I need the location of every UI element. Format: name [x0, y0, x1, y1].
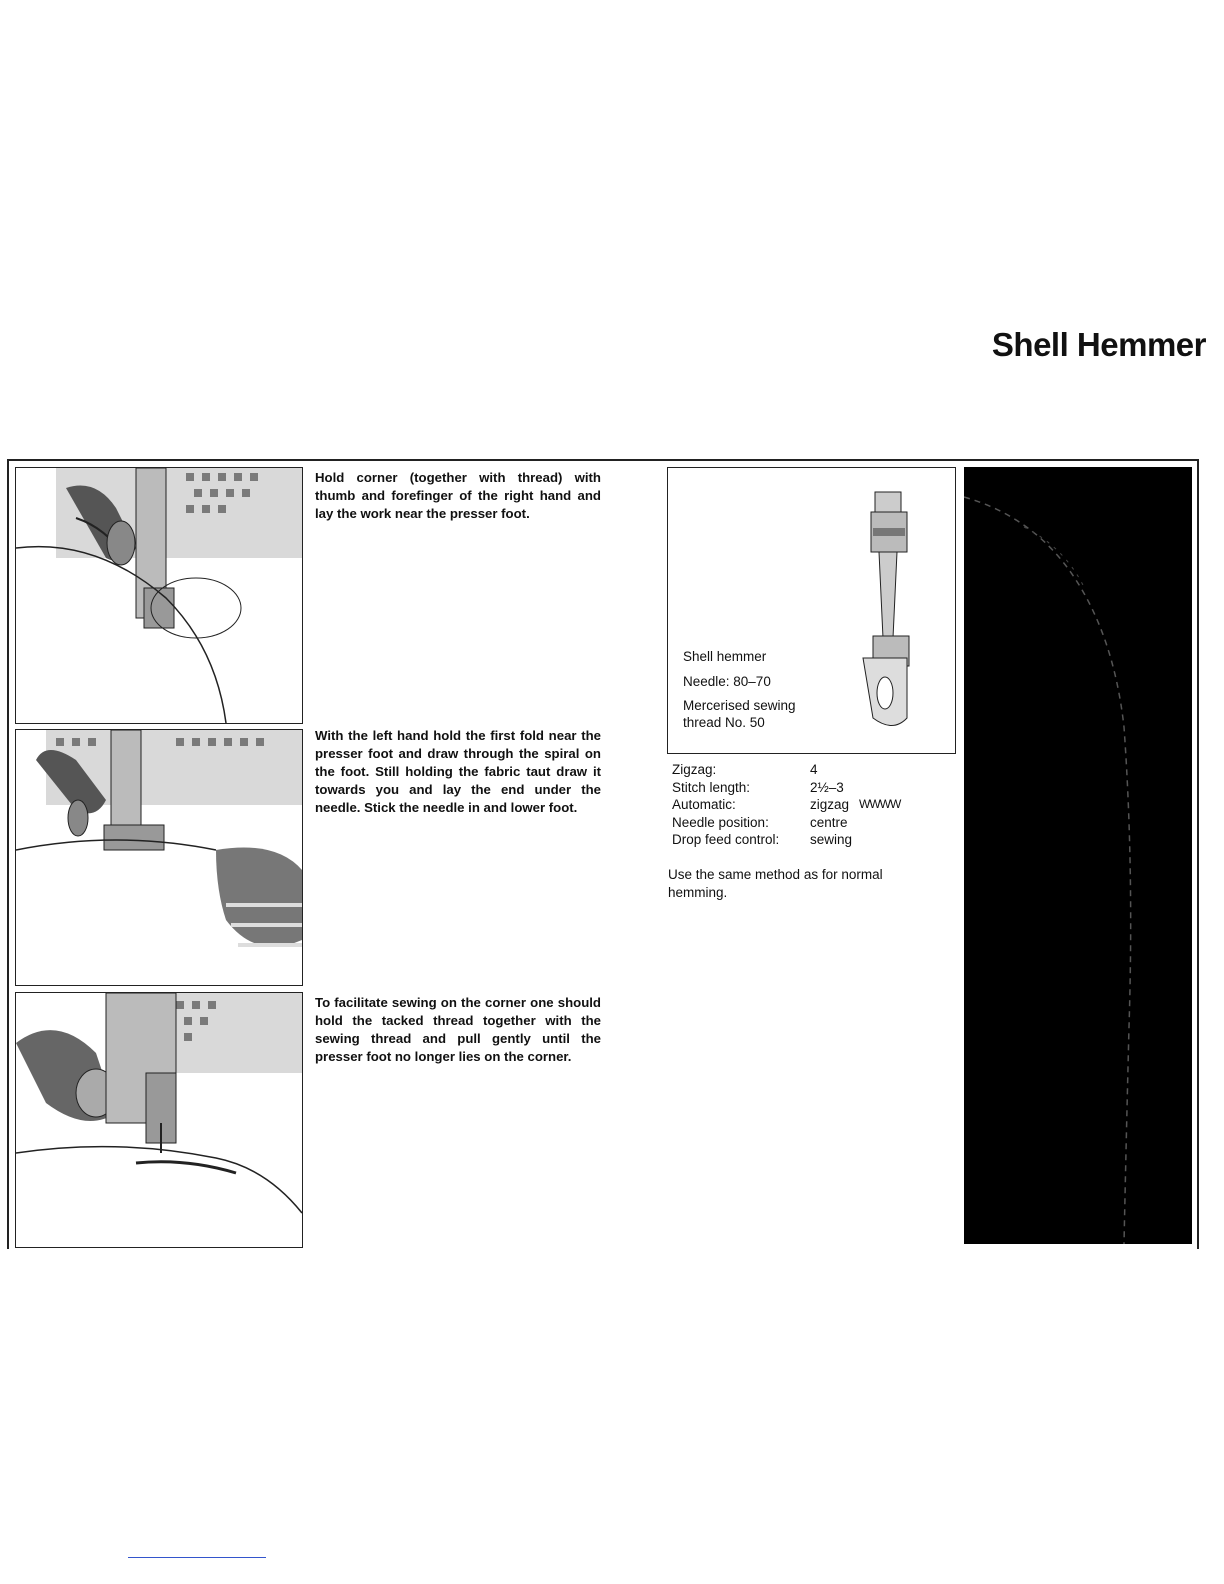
- setting-zigzag: [672, 761, 900, 779]
- setting-value: 2½–3: [810, 779, 844, 795]
- setting-label: Needle position:: [672, 814, 769, 830]
- step-1-text: Hold corner (together with thread) with thumb and forefinger of the right hand and lay the work near the presser foot.: [315, 470, 601, 521]
- page-title: Shell Hemmer: [991, 326, 1206, 363]
- frame-top-rule: [9, 459, 1199, 461]
- machine-settings: [672, 761, 900, 849]
- setting-label: Stitch length:: [672, 779, 751, 795]
- setting-needle-position: [672, 814, 900, 832]
- needle-size: Needle: 80–70: [683, 674, 771, 689]
- setting-label: Zigzag:: [672, 762, 717, 777]
- shell-hem-sample-photo: [964, 467, 1192, 1244]
- step-3-illustration: [15, 992, 303, 1248]
- thread-line-2: thread No. 50: [683, 715, 765, 730]
- setting-value: centre: [810, 814, 848, 830]
- thread-line-1: Mercerised sewing: [683, 698, 796, 713]
- frame-left-rule: [7, 459, 9, 1249]
- setting-stitch-length: [672, 779, 900, 797]
- setting-automatic: [672, 796, 900, 814]
- step-3-text: To facilitate sewing on the corner one should hold the tacked thread together with the sewing thread and pull gently until the presser foot no longer lies on the corner.: [315, 995, 601, 1064]
- shell-hemmer-foot-icon: [853, 488, 923, 738]
- foot-name: Shell hemmer: [683, 649, 767, 664]
- zigzag-pattern-icon: WWWW: [859, 797, 901, 811]
- step-1-illustration: [15, 467, 303, 724]
- setting-value: 4: [810, 762, 818, 777]
- footer-rule: [128, 1557, 266, 1558]
- method-note: Use the same method as for normal hemming.: [668, 867, 883, 900]
- setting-drop-feed: [672, 831, 900, 849]
- frame-right-rule: [1197, 459, 1199, 1249]
- setting-value: sewing: [810, 832, 853, 847]
- setting-label: Automatic:: [672, 797, 736, 812]
- step-2-illustration: [15, 729, 303, 986]
- setting-value: zigzag: [810, 797, 850, 812]
- step-2-text: With the left hand hold the first fold near the presser foot and draw through the spiral on the foot. Still holding the fabric taut draw it towards you and lay the end under the needle. Stick the needle in and lower foot.: [315, 728, 601, 815]
- presser-foot-info-box: [667, 467, 956, 754]
- setting-label: Drop feed control:: [672, 832, 780, 847]
